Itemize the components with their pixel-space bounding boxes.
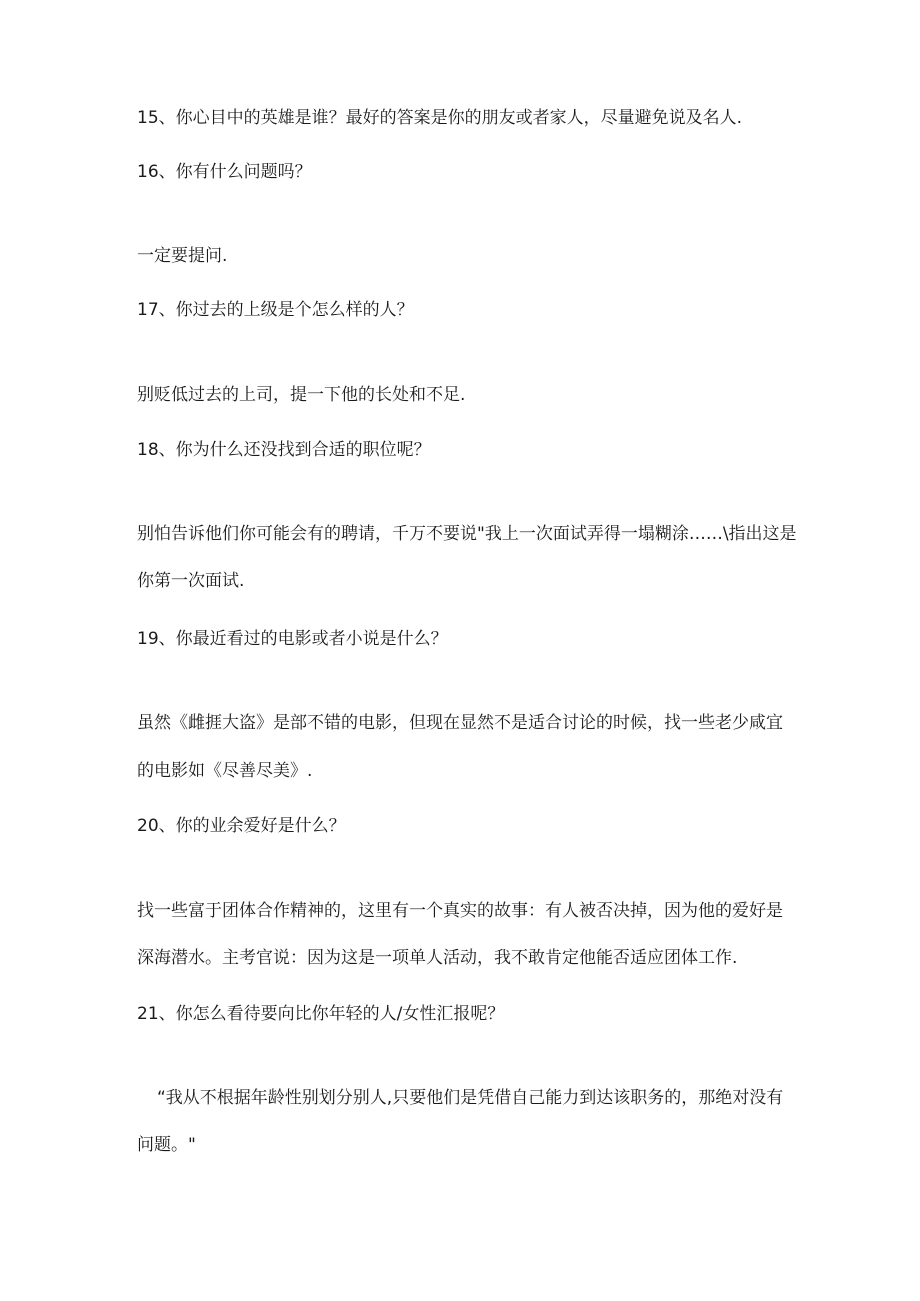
answer-21-line-1: “我从不根据年龄性别划分别人,只要他们是凭借自己能力到达该职务的，那绝对没有 [157, 1088, 784, 1108]
question-19: 19、你最近看过的电影或者小说是什么？ [137, 629, 448, 649]
answer-16: 一定要提问. [137, 246, 228, 266]
answer-18-line-1: 别怕告诉他们你可能会有的聘请，千万不要说"我上一次面试弄得一塌糊涂……\指出这是 [137, 524, 797, 544]
answer-20-line-1: 找一些富于团体合作精神的，这里有一个真实的故事：有人被否决掉，因为他的爱好是 [137, 901, 783, 921]
question-16: 16、你有什么问题吗？ [137, 162, 312, 182]
answer-19-line-1: 虽然《雌捱大盗》是部不错的电影，但现在显然不是适合讨论的时候，找一些老少咸宜 [137, 713, 783, 733]
question-18: 18、你为什么还没找到合适的职位呢？ [137, 440, 431, 460]
answer-20-line-2: 深海潜水。主考官说：因为这是一项单人活动，我不敢肯定他能否适应团体工作. [137, 948, 738, 968]
question-20: 20、你的业余爱好是什么？ [137, 816, 346, 836]
answer-21-line-2: 问题。" [137, 1135, 196, 1155]
answer-18-line-2: 你第一次面试. [137, 571, 245, 591]
question-15: 15、你心目中的英雄是谁？最好的答案是你的朋友或者家人，尽量避免说及名人. [137, 108, 743, 128]
answer-19-line-2: 的电影如《尽善尽美》. [137, 761, 313, 781]
question-17: 17、你过去的上级是个怎么样的人？ [137, 300, 414, 320]
answer-17: 别贬低过去的上司，提一下他的长处和不足. [137, 385, 466, 405]
question-21: 21、你怎么看待要向比你年轻的人/女性汇报呢？ [137, 1004, 505, 1024]
